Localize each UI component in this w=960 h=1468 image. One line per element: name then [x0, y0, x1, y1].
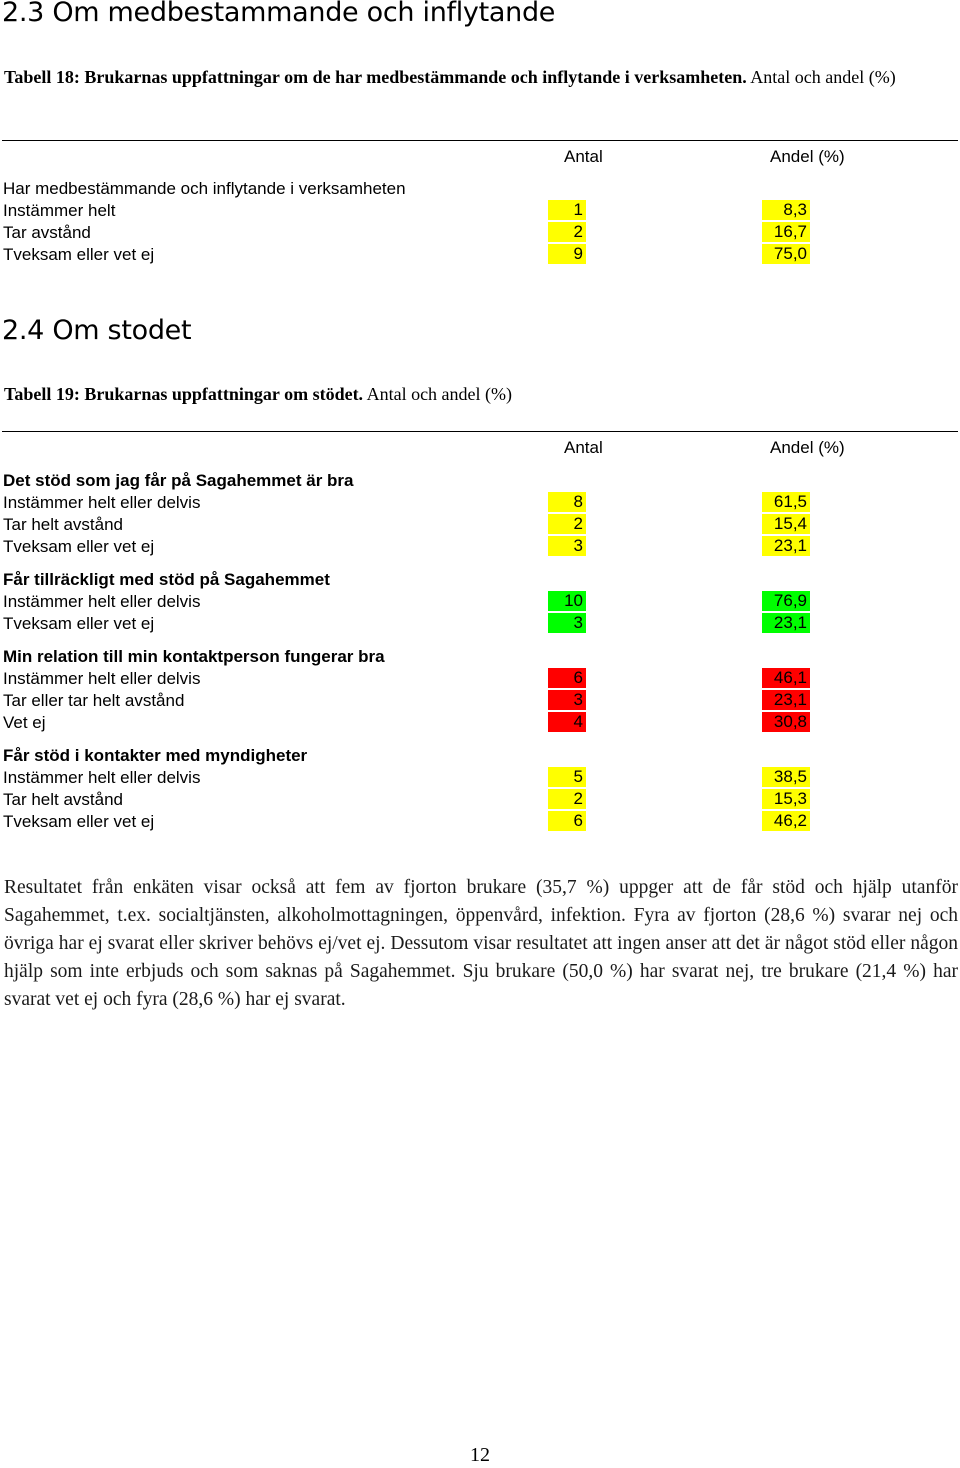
page-number: 12 [470, 1444, 490, 1466]
cell-andel [762, 712, 810, 732]
cell-antal-value: 4 [573, 712, 583, 731]
cell-andel-value: 23,1 [773, 690, 807, 709]
row-label: Instämmer helt eller delvis [3, 768, 201, 787]
cell-antal [548, 591, 586, 611]
cell-antal [548, 789, 586, 809]
cell-antal-value: 2 [573, 789, 583, 808]
column-header-antal: Antal [564, 147, 603, 166]
cell-andel [762, 690, 810, 710]
cell-andel-value: 46,1 [773, 668, 807, 687]
cell-antal-value: 1 [573, 200, 583, 219]
cell-antal-value: 5 [573, 767, 583, 786]
table-caption-title: Tabell 18: Brukarnas uppfattningar om de har medbestämmande och inflytande i verksamheten. [4, 67, 747, 87]
cell-antal [548, 200, 586, 220]
cell-antal-value: 3 [573, 690, 583, 709]
table-caption [4, 382, 956, 407]
cell-andel-value: 61,5 [773, 492, 807, 511]
table-group-title: Får stöd i kontakter med myndigheter [3, 746, 308, 765]
cell-andel [762, 767, 810, 787]
cell-andel [762, 668, 810, 688]
row-label: Tveksam eller vet ej [3, 614, 155, 633]
row-label: Tveksam eller vet ej [3, 245, 155, 264]
cell-andel [762, 613, 810, 633]
cell-antal-value: 6 [573, 668, 583, 687]
cell-andel [762, 514, 810, 534]
cell-andel [762, 591, 810, 611]
cell-antal [548, 222, 586, 242]
row-label: Instämmer helt eller delvis [3, 592, 201, 611]
table-group-title: Min relation till min kontaktperson fungerar bra [3, 647, 385, 666]
row-label: Vet ej [3, 713, 46, 732]
cell-andel [762, 222, 810, 242]
cell-andel-value: 38,5 [773, 767, 807, 786]
table-caption [4, 65, 956, 90]
cell-antal-value: 3 [573, 613, 583, 632]
column-header-andel: Andel (%) [770, 438, 845, 457]
row-label: Tveksam eller vet ej [3, 812, 155, 831]
cell-antal-value: 6 [573, 811, 583, 830]
cell-antal [548, 767, 586, 787]
cell-antal-value: 2 [573, 514, 583, 533]
cell-antal [548, 492, 586, 512]
cell-andel-value: 8,3 [783, 200, 807, 219]
body-paragraph: Resultatet från enkäten visar också att fem av fjorton brukare (35,7 %) uppger att de får stöd och hjälp utanför Sagahemmet, t.ex. socialtjänsten, alkoholmottagningen, öppenvård, infektion. Fyra av fjorton (28,6 %) svarar nej och övriga har ej svarat eller skriver behövs ej/vet ej. Dessutom visar resultatet att ingen anser att det är något stöd eller någon hjälp som inte erbjuds och som saknas på Sagahemmet. Sju brukare (50,0 %) har svarat nej, tre brukare (21,4 %) har svarat vet ej och fyra (28,6 %) har ej svarat. [4, 877, 958, 1010]
cell-andel [762, 536, 810, 556]
cell-andel-value: 23,1 [773, 536, 807, 555]
column-header-andel: Andel (%) [770, 147, 845, 166]
cell-antal [548, 811, 586, 831]
cell-andel-value: 23,1 [773, 613, 807, 632]
cell-andel-value: 16,7 [773, 222, 807, 241]
cell-antal [548, 514, 586, 534]
row-label: Tar eller tar helt avstånd [3, 691, 185, 710]
cell-antal [548, 690, 586, 710]
cell-antal-value: 9 [573, 244, 583, 263]
table-group-title: Det stöd som jag får på Sagahemmet är bra [3, 471, 354, 490]
section-heading: 2.4 Om stodet [2, 315, 192, 346]
table-caption-title: Tabell 19: Brukarnas uppfattningar om stödet. [4, 384, 364, 404]
cell-andel-value: 76,9 [773, 591, 807, 610]
row-label: Tveksam eller vet ej [3, 537, 155, 556]
row-label: Tar helt avstånd [3, 790, 124, 809]
row-label: Instämmer helt eller delvis [3, 669, 201, 688]
row-label: Tar avstånd [3, 223, 91, 242]
table-group-title: Får tillräckligt med stöd på Sagahemmet [3, 570, 330, 589]
cell-andel [762, 492, 810, 512]
cell-antal-value: 3 [573, 536, 583, 555]
row-label: Instämmer helt [3, 201, 116, 220]
cell-antal [548, 244, 586, 264]
cell-andel-value: 46,2 [773, 811, 807, 830]
cell-antal-value: 10 [564, 591, 583, 610]
cell-antal-value: 8 [573, 492, 583, 511]
cell-andel [762, 244, 810, 264]
table-top-rule [2, 431, 958, 432]
cell-antal-value: 2 [573, 222, 583, 241]
cell-antal [548, 613, 586, 633]
cell-andel [762, 200, 810, 220]
column-header-antal: Antal [564, 438, 603, 457]
section-heading: 2.3 Om medbestammande och inflytande [2, 0, 556, 28]
cell-andel-value: 15,4 [773, 514, 807, 533]
row-label: Instämmer helt eller delvis [3, 493, 201, 512]
table-caption-tail: Antal och andel (%) [366, 384, 513, 404]
row-label: Tar helt avstånd [3, 515, 124, 534]
cell-antal [548, 668, 586, 688]
cell-antal [548, 536, 586, 556]
cell-andel-value: 75,0 [773, 244, 807, 263]
cell-andel [762, 811, 810, 831]
table-caption-tail: Antal och andel (%) [750, 67, 896, 87]
cell-andel-value: 30,8 [773, 712, 807, 731]
table-group-title: Har medbestämmande och inflytande i verksamheten [3, 179, 406, 198]
cell-andel-value: 15,3 [773, 789, 807, 808]
cell-andel [762, 789, 810, 809]
cell-antal [548, 712, 586, 732]
table-top-rule [2, 140, 958, 141]
